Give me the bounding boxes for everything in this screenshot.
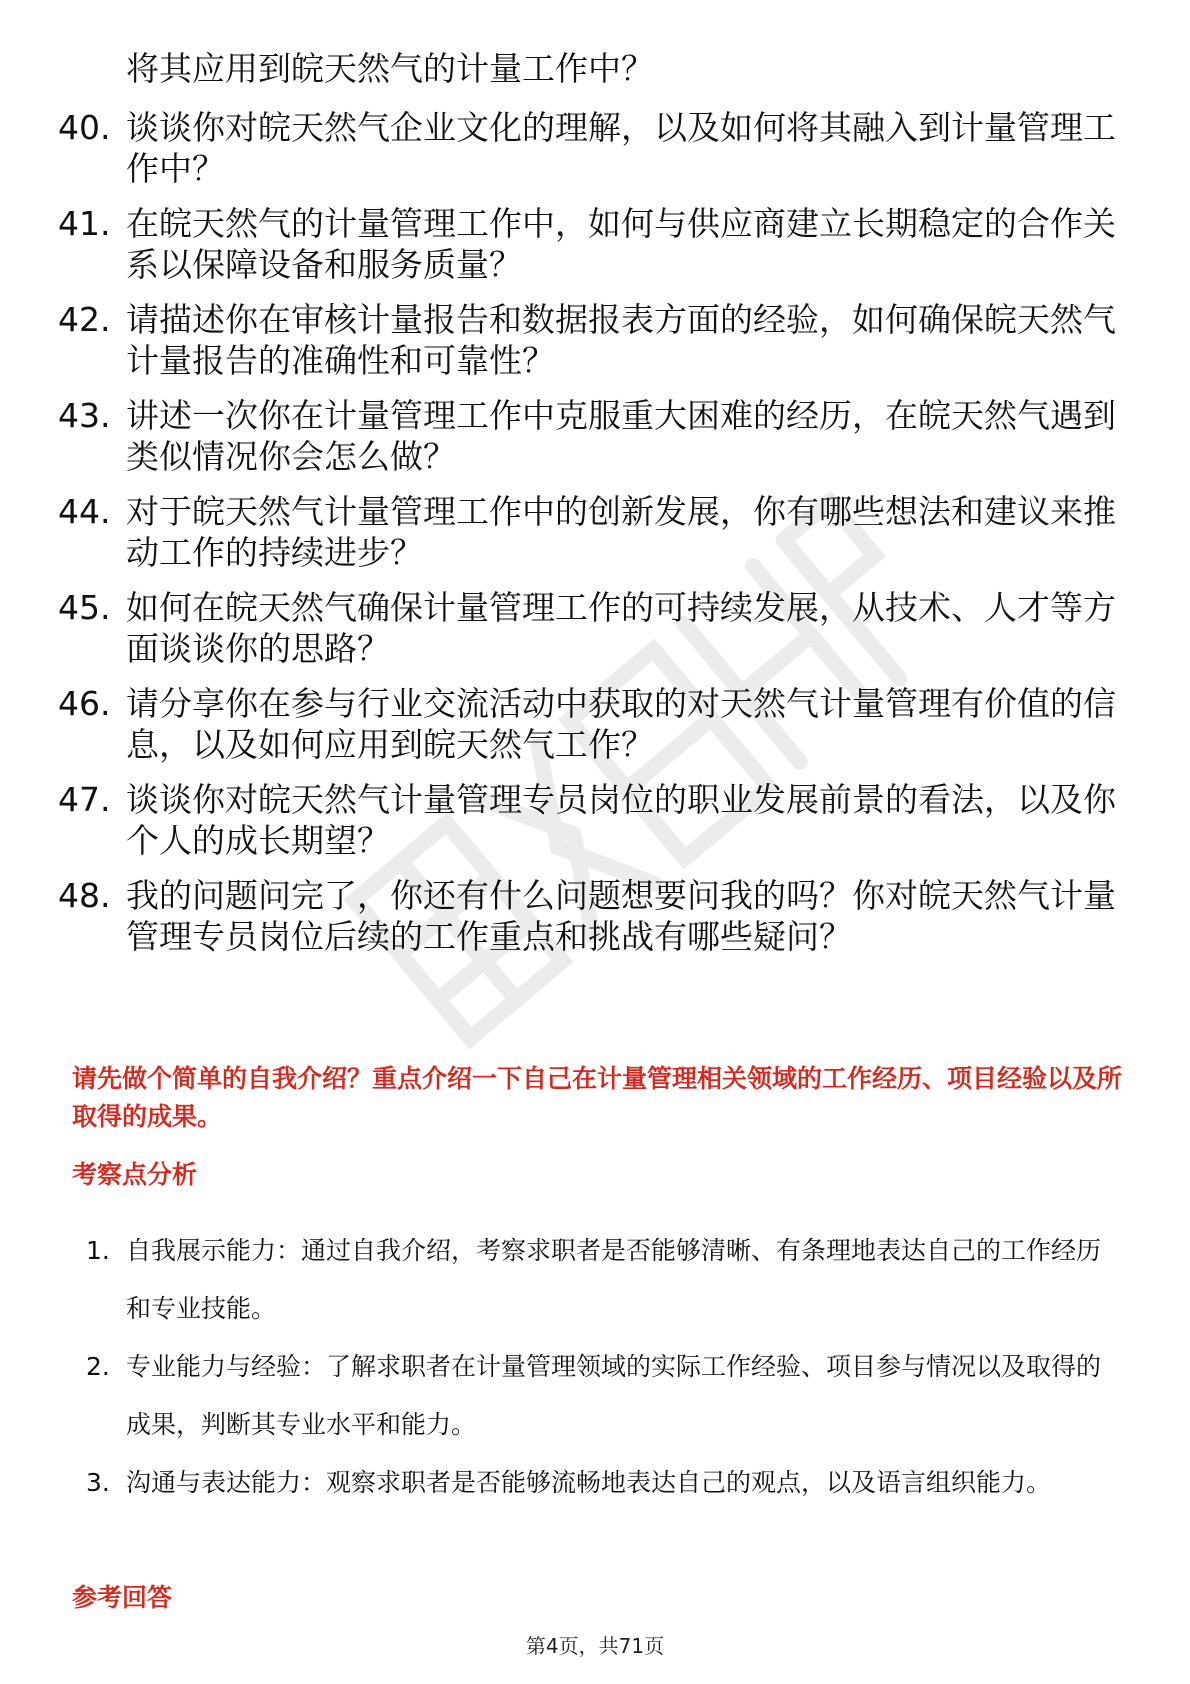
- question-text: 谈谈你对皖天然气计量管理专员岗位的职业发展前景的看法，以及你个人的成长期望？: [126, 780, 1116, 860]
- question-text: 将其应用到皖天然气的计量工作中？: [126, 49, 654, 88]
- question-text: 如何在皖天然气确保计量管理工作的可持续发展，从技术、人才等方面谈谈你的思路？: [126, 588, 1116, 668]
- question-number: 42.: [58, 300, 111, 339]
- question-text: 对于皖天然气计量管理工作中的创新发展，你有哪些想法和建议来推动工作的持续进步？: [126, 492, 1116, 572]
- question-text: 在皖天然气的计量管理工作中，如何与供应商建立长期稳定的合作关系以保障设备和服务质量？: [126, 204, 1116, 284]
- question-number: 40.: [58, 108, 111, 147]
- question-text: 谈谈你对皖天然气企业文化的理解，以及如何将其融入到计量管理工作中？: [126, 108, 1116, 188]
- analysis-point-text: 专业能力与经验：了解求职者在计量管理领域的实际工作经验、项目参与情况以及取得的成果，判断其专业水平和能力。: [126, 1352, 1102, 1439]
- question-heading: 请先做个简单的自我介绍？重点介绍一下自己在计量管理相关领域的工作经历、项目经验以及所取得的成果。: [72, 1064, 1123, 1131]
- question-text: 请分享你在参与行业交流活动中获取的对天然气计量管理有价值的信息，以及如何应用到皖天然气工作？: [126, 684, 1116, 764]
- question-number: 45.: [58, 588, 111, 627]
- question-number: 47.: [58, 780, 111, 819]
- analysis-point-number: 2.: [86, 1352, 110, 1381]
- analysis-point-number: 1.: [86, 1236, 110, 1265]
- reference-answer-title: 参考回答: [72, 1583, 173, 1612]
- analysis-point-text: 自我展示能力：通过自我介绍，考察求职者是否能够清晰、有条理地表达自己的工作经历和专业技能。: [126, 1236, 1102, 1323]
- question-text: 我的问题问完了，你还有什么问题想要问我的吗？你对皖天然气计量管理专员岗位后续的工作重点和挑战有哪些疑问？: [126, 876, 1116, 956]
- analysis-point-text: 沟通与表达能力：观察求职者是否能够流畅地表达自己的观点，以及语言组织能力。: [126, 1468, 1052, 1497]
- analysis-title: 考察点分析: [72, 1160, 198, 1189]
- question-number: 43.: [58, 396, 111, 435]
- question-number: 48.: [58, 876, 111, 915]
- question-number: 41.: [58, 204, 111, 243]
- question-text: 请描述你在审核计量报告和数据报表方面的经验，如何确保皖天然气计量报告的准确性和可靠性？: [126, 300, 1116, 380]
- question-number: 46.: [58, 684, 111, 723]
- question-number: 44.: [58, 492, 111, 531]
- page-footer: 第4页，共71页: [525, 1634, 665, 1658]
- analysis-point-number: 3.: [86, 1468, 110, 1497]
- question-text: 讲述一次你在计量管理工作中克服重大困难的经历，在皖天然气遇到类似情况你会怎么做？: [126, 396, 1116, 476]
